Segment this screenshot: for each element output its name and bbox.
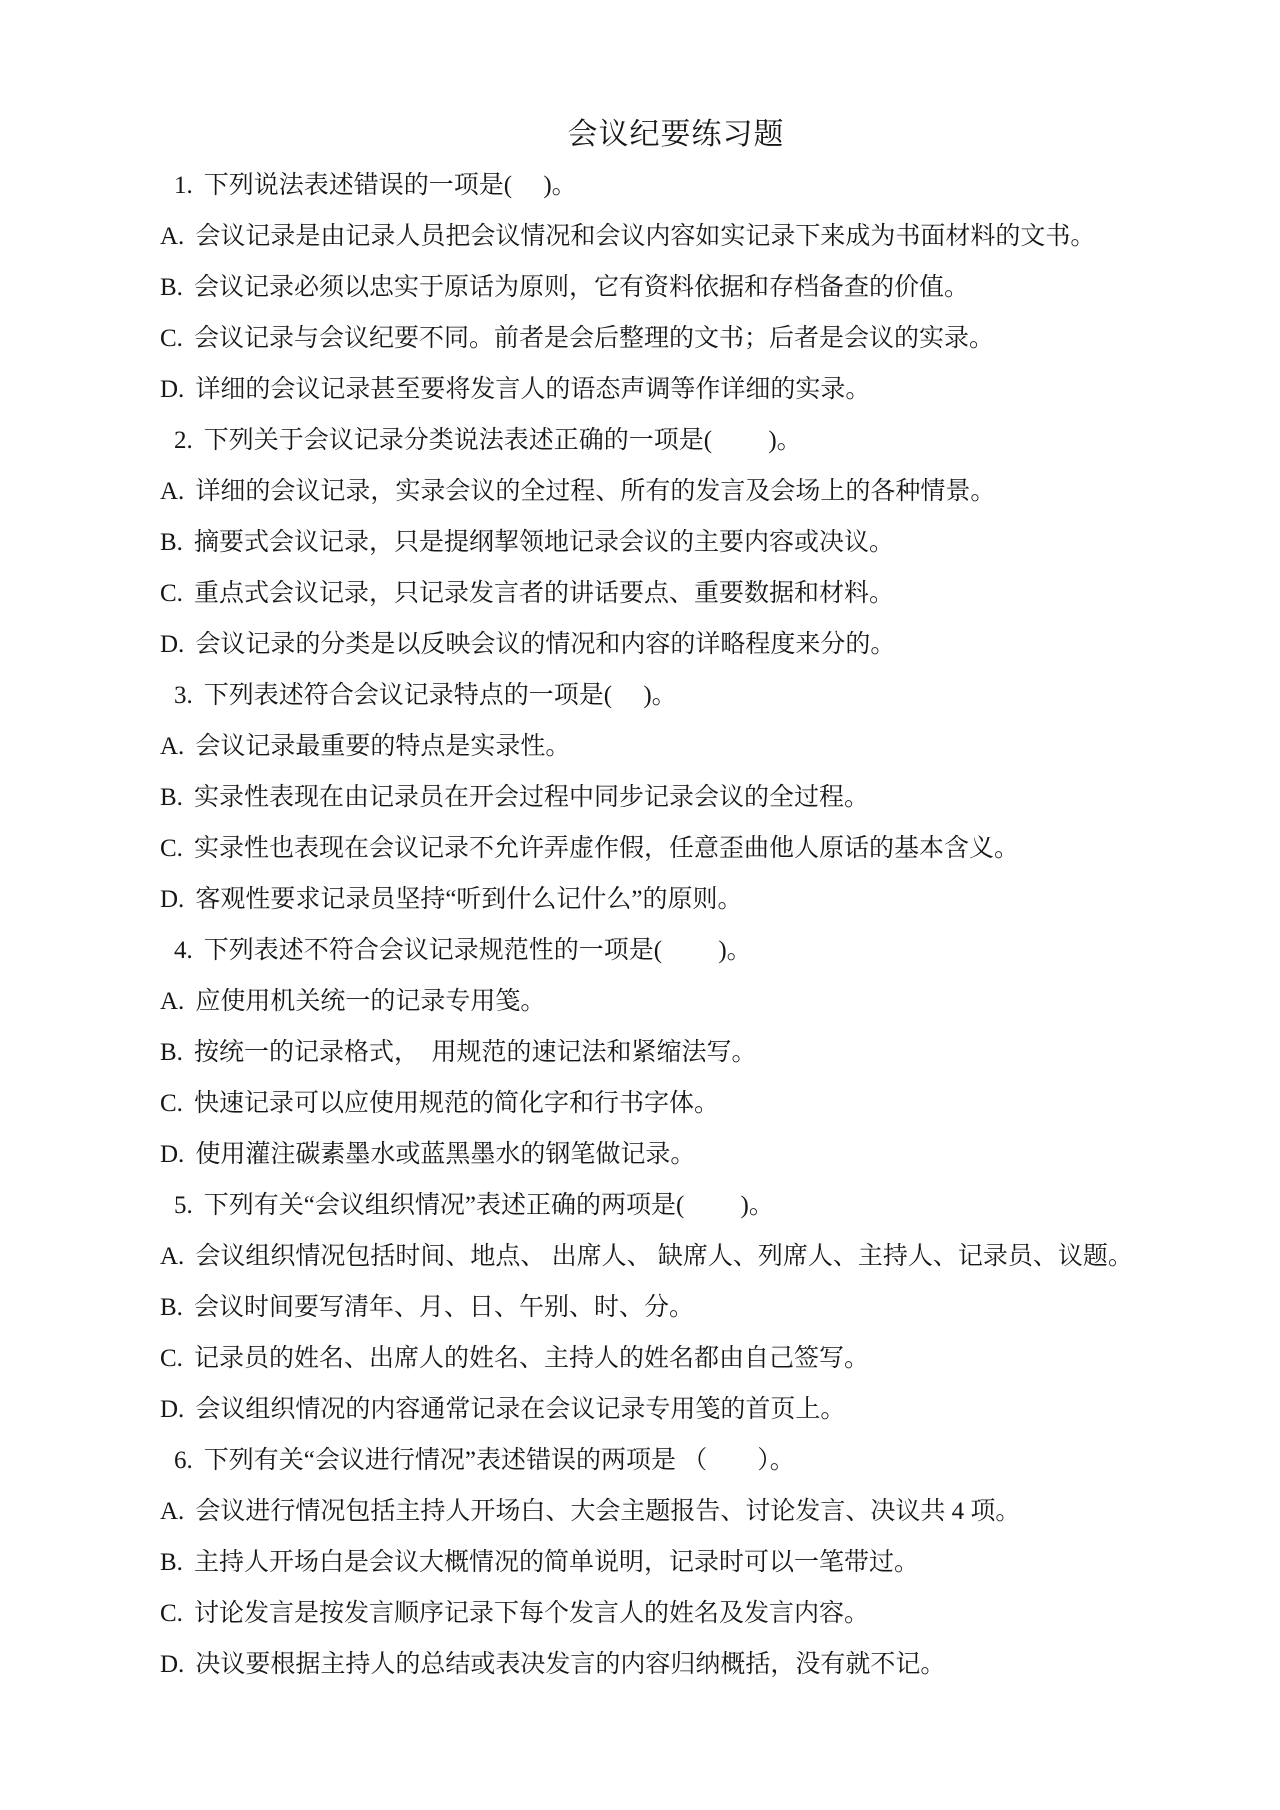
option-text: 客观性要求记录员坚持“听到什么记什么”的原则。 — [195, 886, 743, 913]
option-line — [160, 1486, 1192, 1537]
option-label: D. — [160, 1396, 185, 1423]
option-line — [160, 874, 1192, 925]
question-block-6 — [160, 1435, 1192, 1690]
question-stem: 下列有关“会议进行情况”表述错误的两项是 （ ）。 — [203, 1447, 795, 1474]
question-stem: 下列关于会议记录分类说法表述正确的一项是( )。 — [203, 427, 802, 454]
option-text: 应使用机关统一的记录专用笺。 — [195, 988, 546, 1015]
question-line — [160, 670, 1192, 721]
question-number: 5. — [174, 1192, 193, 1219]
option-label: A. — [160, 733, 185, 760]
option-label: B. — [160, 1549, 183, 1576]
question-block-5 — [160, 1180, 1192, 1435]
option-line — [160, 721, 1192, 772]
question-block-1 — [160, 160, 1192, 415]
option-label: C. — [160, 325, 183, 352]
question-stem: 下列表述符合会议记录特点的一项是( )。 — [203, 682, 677, 709]
option-text: 会议记录的分类是以反映会议的情况和内容的详略程度来分的。 — [195, 631, 896, 658]
option-label: B. — [160, 274, 183, 301]
option-text: 记录员的姓名、出席人的姓名、主持人的姓名都由自己签写。 — [193, 1345, 869, 1372]
option-label: B. — [160, 1294, 183, 1321]
option-line — [160, 772, 1192, 823]
question-number: 4. — [174, 937, 193, 964]
option-text: 摘要式会议记录，只是提纲挈领地记录会议的主要内容或决议。 — [193, 529, 894, 556]
option-text: 详细的会议记录甚至要将发言人的语态声调等作详细的实录。 — [195, 376, 871, 403]
option-text: 实录性也表现在会议记录不允许弄虚作假，任意歪曲他人原话的基本含义。 — [193, 835, 1019, 862]
option-label: A. — [160, 1498, 185, 1525]
option-line — [160, 1588, 1192, 1639]
question-line — [160, 1435, 1192, 1486]
option-text: 会议时间要写清年、月、日、午别、时、分。 — [193, 1294, 694, 1321]
option-label: A. — [160, 223, 185, 250]
option-line — [160, 1231, 1192, 1282]
question-block-3 — [160, 670, 1192, 925]
page-title: 会议纪要练习题 — [567, 118, 785, 151]
question-line — [160, 415, 1192, 466]
option-text: 实录性表现在由记录员在开会过程中同步记录会议的全过程。 — [193, 784, 869, 811]
option-line — [160, 262, 1192, 313]
option-label: C. — [160, 580, 183, 607]
option-label: C. — [160, 1345, 183, 1372]
option-text: 会议记录是由记录人员把会议情况和会议内容如实记录下来成为书面材料的文书。 — [195, 223, 1096, 250]
option-line — [160, 976, 1192, 1027]
option-text: 会议组织情况包括时间、地点、 出席人、 缺席人、列席人、主持人、记录员、议题。 — [195, 1243, 1133, 1270]
option-label: C. — [160, 1600, 183, 1627]
question-number: 3. — [174, 682, 193, 709]
option-text: 重点式会议记录，只记录发言者的讲话要点、重要数据和材料。 — [193, 580, 894, 607]
option-line — [160, 1384, 1192, 1435]
question-number: 1. — [174, 172, 193, 199]
option-line — [160, 1027, 1192, 1078]
option-text: 会议记录与会议纪要不同。前者是会后整理的文书；后者是会议的实录。 — [193, 325, 994, 352]
option-label: B. — [160, 784, 183, 811]
option-line — [160, 211, 1192, 262]
option-line — [160, 1129, 1192, 1180]
question-line — [160, 925, 1192, 976]
question-stem: 下列表述不符合会议记录规范性的一项是( )。 — [203, 937, 752, 964]
option-line — [160, 364, 1192, 415]
option-text: 主持人开场白是会议大概情况的简单说明，记录时可以一笔带过。 — [193, 1549, 919, 1576]
option-line — [160, 1078, 1192, 1129]
option-label: D. — [160, 631, 185, 658]
option-label: A. — [160, 478, 185, 505]
option-line — [160, 823, 1192, 874]
option-label: C. — [160, 1090, 183, 1117]
question-stem: 下列说法表述错误的一项是( )。 — [203, 172, 577, 199]
option-label: A. — [160, 988, 185, 1015]
option-label: D. — [160, 886, 185, 913]
option-line — [160, 568, 1192, 619]
question-block-4 — [160, 925, 1192, 1180]
option-label: D. — [160, 1141, 185, 1168]
option-line — [160, 619, 1192, 670]
option-text: 决议要根据主持人的总结或表决发言的内容归纳概括，没有就不记。 — [195, 1651, 946, 1678]
option-line — [160, 1333, 1192, 1384]
option-label: B. — [160, 529, 183, 556]
question-line — [160, 160, 1192, 211]
question-number: 2. — [174, 427, 193, 454]
option-text: 详细的会议记录，实录会议的全过程、所有的发言及会场上的各种情景。 — [195, 478, 996, 505]
option-line — [160, 1537, 1192, 1588]
option-line — [160, 517, 1192, 568]
option-line — [160, 313, 1192, 364]
question-number: 6. — [174, 1447, 193, 1474]
option-text: 会议记录最重要的特点是实录性。 — [195, 733, 571, 760]
option-text: 按统一的记录格式， 用规范的速记法和紧缩法写。 — [193, 1039, 757, 1066]
option-text: 会议记录必须以忠实于原话为原则，它有资料依据和存档备查的价值。 — [193, 274, 969, 301]
option-text: 快速记录可以应使用规范的简化字和行书字体。 — [193, 1090, 719, 1117]
option-line — [160, 1282, 1192, 1333]
option-label: B. — [160, 1039, 183, 1066]
option-line — [160, 1639, 1192, 1690]
option-label: A. — [160, 1243, 185, 1270]
question-block-2 — [160, 415, 1192, 670]
option-text: 会议组织情况的内容通常记录在会议记录专用笺的首页上。 — [195, 1396, 846, 1423]
option-text: 会议进行情况包括主持人开场白、大会主题报告、讨论发言、决议共 4 项。 — [195, 1498, 1021, 1525]
option-text: 使用灌注碳素墨水或蓝黑墨水的钢笔做记录。 — [195, 1141, 696, 1168]
question-line — [160, 1180, 1192, 1231]
option-line — [160, 466, 1192, 517]
option-label: D. — [160, 376, 185, 403]
option-label: C. — [160, 835, 183, 862]
question-stem: 下列有关“会议组织情况”表述正确的两项是( )。 — [203, 1192, 774, 1219]
option-label: D. — [160, 1651, 185, 1678]
option-text: 讨论发言是按发言顺序记录下每个发言人的姓名及发言内容。 — [193, 1600, 869, 1627]
